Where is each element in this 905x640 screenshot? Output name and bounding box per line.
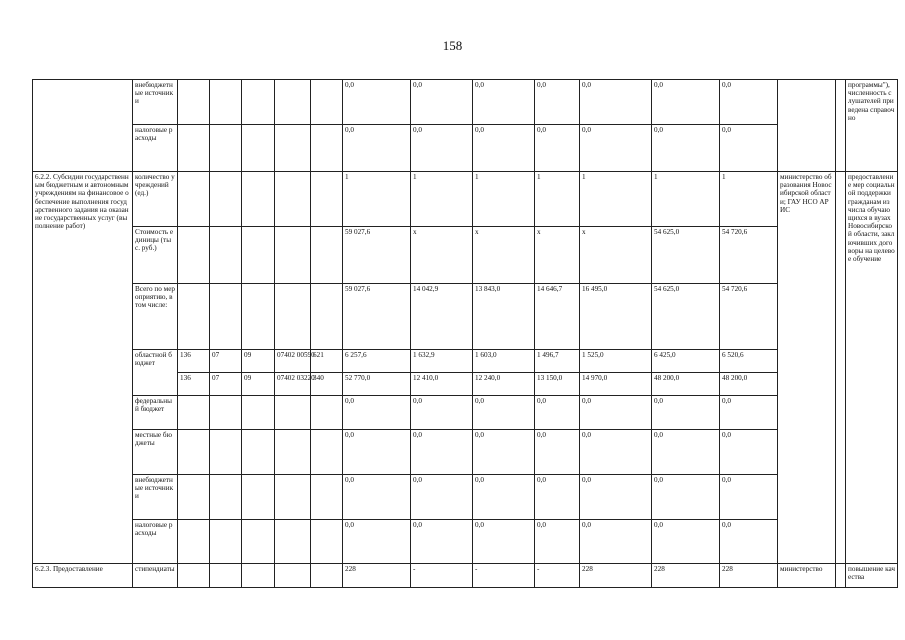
- table-cell-empty: [178, 172, 210, 227]
- table-cell-empty: [210, 520, 242, 564]
- table-cell: федеральный бюджет: [133, 396, 178, 430]
- table-cell: 0,0: [535, 520, 580, 564]
- table-cell: 0,0: [720, 396, 778, 430]
- table-cell: х: [535, 227, 580, 284]
- table-cell-empty: [242, 125, 275, 172]
- table-cell: количество учреждений (ед.): [133, 172, 178, 227]
- table-cell-empty: [210, 564, 242, 588]
- table-cell-empty: [275, 475, 311, 520]
- table-cell: 0,0: [652, 475, 720, 520]
- table-cell: 1: [473, 172, 535, 227]
- table-cell: 14 970,0: [580, 373, 652, 396]
- table-row: [33, 284, 898, 350]
- table-cell: 0,0: [411, 520, 473, 564]
- table-cell: 136: [178, 373, 210, 396]
- table-cell: 16 495,0: [580, 284, 652, 350]
- table-cell: 07402 03220: [275, 373, 311, 396]
- table-cell: 0,0: [535, 475, 580, 520]
- table-cell: 0,0: [652, 125, 720, 172]
- table-cell: 0,0: [720, 475, 778, 520]
- table-row: [33, 564, 898, 588]
- table-cell: 59 027,6: [343, 227, 411, 284]
- table-cell: 0,0: [580, 396, 652, 430]
- table-cell: х: [411, 227, 473, 284]
- table-cell-empty: [210, 430, 242, 475]
- table-cell: 621: [311, 350, 343, 373]
- table-cell: 0,0: [652, 430, 720, 475]
- table-cell-empty: [275, 564, 311, 588]
- table-cell: 0,0: [580, 520, 652, 564]
- table-cell-empty: [242, 475, 275, 520]
- table-cell-empty: [836, 172, 846, 564]
- table-cell: 0,0: [535, 396, 580, 430]
- table-cell: 52 770,0: [343, 373, 411, 396]
- table-cell-empty: [311, 430, 343, 475]
- table-cell-empty: [210, 125, 242, 172]
- table-cell-empty: [178, 564, 210, 588]
- table-cell: 07: [210, 350, 242, 373]
- table-cell: -: [473, 564, 535, 588]
- table-cell-empty: [210, 396, 242, 430]
- table-cell: х: [580, 227, 652, 284]
- table-cell: стипендиаты: [133, 564, 178, 588]
- table-cell-empty: [242, 80, 275, 125]
- table-cell-empty: [178, 520, 210, 564]
- table-cell-empty: [275, 227, 311, 284]
- table-cell: 1: [580, 172, 652, 227]
- table-cell: 0,0: [473, 396, 535, 430]
- table-cell: 0,0: [343, 430, 411, 475]
- table-cell: 14 646,7: [535, 284, 580, 350]
- table-cell: 59 027,6: [343, 284, 411, 350]
- table-cell: 14 042,9: [411, 284, 473, 350]
- table-cell: 0,0: [580, 125, 652, 172]
- table-cell: 6.2.3. Предоставление: [33, 564, 133, 588]
- table-cell: областной бюджет: [133, 350, 178, 396]
- table-cell: министерство: [778, 564, 836, 588]
- table-cell: 6 520,6: [720, 350, 778, 373]
- table-cell-empty: [178, 284, 210, 350]
- table-row: [33, 430, 898, 475]
- table-cell: 0,0: [580, 475, 652, 520]
- table-row: [33, 80, 898, 125]
- table-cell: предоставление мер социальной поддержки гражданам из числа обучающихся в вузах Новосибирской области, заключивших договоры на целевое обучение: [846, 172, 898, 564]
- table-cell-empty: [210, 80, 242, 125]
- table-cell: 228: [343, 564, 411, 588]
- table-row: [33, 396, 898, 430]
- table-row: [33, 172, 898, 227]
- table-cell: 340: [311, 373, 343, 396]
- table-cell-empty: [242, 284, 275, 350]
- table-cell: 0,0: [411, 475, 473, 520]
- table-cell: 136: [178, 350, 210, 373]
- table-cell: министерство образования Новосибирской области; ГАУ НСО АРИС: [778, 172, 836, 564]
- table-cell: 12 240,0: [473, 373, 535, 396]
- table-cell-empty: [178, 80, 210, 125]
- table-row: [33, 227, 898, 284]
- table-cell-empty: [210, 284, 242, 350]
- table-cell: 0,0: [535, 80, 580, 125]
- table-cell-empty: [311, 520, 343, 564]
- table-cell-empty: [178, 396, 210, 430]
- table-cell: 228: [652, 564, 720, 588]
- table-cell-empty: [311, 172, 343, 227]
- table-cell: 6 257,6: [343, 350, 411, 373]
- table-cell: 0,0: [580, 430, 652, 475]
- table-cell: 0,0: [343, 80, 411, 125]
- table-cell: 0,0: [343, 396, 411, 430]
- table-cell: 0,0: [652, 80, 720, 125]
- page-number: 158: [442, 38, 463, 53]
- table-cell-empty: [178, 125, 210, 172]
- table-cell: налоговые расходы: [133, 520, 178, 564]
- table-cell: 0,0: [652, 520, 720, 564]
- table-cell-empty: [178, 227, 210, 284]
- table-cell: 0,0: [411, 430, 473, 475]
- table-cell: 0,0: [343, 125, 411, 172]
- table-cell: 0,0: [343, 475, 411, 520]
- table-cell: 09: [242, 373, 275, 396]
- table-cell: повышение качества: [846, 564, 898, 588]
- table-cell: 0,0: [720, 125, 778, 172]
- table-cell: 0,0: [343, 520, 411, 564]
- table-cell-empty: [242, 227, 275, 284]
- table-cell-empty: [242, 564, 275, 588]
- table-cell-empty: [210, 227, 242, 284]
- table-cell-empty: [836, 564, 846, 588]
- table-cell: 0,0: [411, 125, 473, 172]
- table-cell: 1 525,0: [580, 350, 652, 373]
- table-cell: -: [411, 564, 473, 588]
- table-cell: внебюджетные источники: [133, 80, 178, 125]
- table-cell: 54 625,0: [652, 284, 720, 350]
- table-cell: 48 200,0: [652, 373, 720, 396]
- table-cell-empty: [311, 284, 343, 350]
- table-cell-empty: [242, 520, 275, 564]
- table-cell: 1: [535, 172, 580, 227]
- table-cell-empty: [242, 172, 275, 227]
- table-cell-empty: [311, 475, 343, 520]
- table-cell: 1 496,7: [535, 350, 580, 373]
- table-cell: 13 843,0: [473, 284, 535, 350]
- table-cell: 0,0: [473, 125, 535, 172]
- table-cell-empty: [311, 125, 343, 172]
- table-cell: Стоимость единицы (тыс. руб.): [133, 227, 178, 284]
- table-cell-empty: [242, 430, 275, 475]
- table-cell: 0,0: [652, 396, 720, 430]
- table-cell-empty: [242, 396, 275, 430]
- table-cell-empty: [275, 125, 311, 172]
- table-cell: 0,0: [535, 430, 580, 475]
- table-cell-empty: [311, 396, 343, 430]
- table-row: [33, 125, 898, 172]
- table-cell: 0,0: [473, 80, 535, 125]
- table-cell: 1: [343, 172, 411, 227]
- table-cell: х: [473, 227, 535, 284]
- table-cell-empty: [778, 80, 836, 172]
- table-cell: внебюджетные источники: [133, 475, 178, 520]
- table-cell: 1 632,9: [411, 350, 473, 373]
- table-cell: 1: [411, 172, 473, 227]
- table-cell-empty: [210, 172, 242, 227]
- table-row: [33, 520, 898, 564]
- table-cell: 54 720,6: [720, 284, 778, 350]
- table-cell-empty: [275, 80, 311, 125]
- table-cell-empty: [311, 564, 343, 588]
- table-cell: -: [535, 564, 580, 588]
- table-cell: программы"), численность слушателей приведена справочно: [846, 80, 898, 172]
- table-cell: 0,0: [720, 520, 778, 564]
- table-cell-empty: [275, 396, 311, 430]
- table-cell: Всего по мероприятию, в том числе:: [133, 284, 178, 350]
- table-cell: 54 625,0: [652, 227, 720, 284]
- table-cell-empty: [836, 80, 846, 172]
- table-cell: налоговые расходы: [133, 125, 178, 172]
- table-cell: 0,0: [411, 396, 473, 430]
- table-cell-empty: [178, 430, 210, 475]
- table-cell: 0,0: [720, 430, 778, 475]
- table-row: [33, 475, 898, 520]
- table-cell: 0,0: [473, 475, 535, 520]
- table-cell: местные бюджеты: [133, 430, 178, 475]
- table-cell: 6.2.2. Субсидии государственным бюджетным и автономным учреждениям на финансовое обеспечение выполнения государственного задания на оказание государственных услуг (выполнение работ): [33, 172, 133, 564]
- table-cell: 228: [720, 564, 778, 588]
- table-cell-empty: [311, 80, 343, 125]
- table-cell: 54 720,6: [720, 227, 778, 284]
- table-cell-empty: [275, 172, 311, 227]
- table-cell: 07: [210, 373, 242, 396]
- table-cell-empty: [178, 475, 210, 520]
- table-cell-empty: [275, 284, 311, 350]
- table-cell: 13 150,0: [535, 373, 580, 396]
- table-cell: 07402 00590: [275, 350, 311, 373]
- table-cell: 1: [720, 172, 778, 227]
- table-cell: 0,0: [473, 430, 535, 475]
- table-cell: 0,0: [473, 520, 535, 564]
- table-cell: 0,0: [411, 80, 473, 125]
- table-cell-empty: [311, 227, 343, 284]
- table-row: [33, 350, 898, 373]
- table-cell: 0,0: [720, 80, 778, 125]
- table-cell: 12 410,0: [411, 373, 473, 396]
- program-activities-table: [32, 79, 898, 588]
- table-cell-empty: [33, 80, 133, 172]
- table-cell: 09: [242, 350, 275, 373]
- table-cell: 1: [652, 172, 720, 227]
- table-cell: 48 200,0: [720, 373, 778, 396]
- table-cell: 0,0: [535, 125, 580, 172]
- table-cell-empty: [210, 475, 242, 520]
- table-cell: 1 603,0: [473, 350, 535, 373]
- table-cell: 0,0: [580, 80, 652, 125]
- table-cell: 228: [580, 564, 652, 588]
- table-cell-empty: [275, 520, 311, 564]
- table-cell-empty: [275, 430, 311, 475]
- table-cell: 6 425,0: [652, 350, 720, 373]
